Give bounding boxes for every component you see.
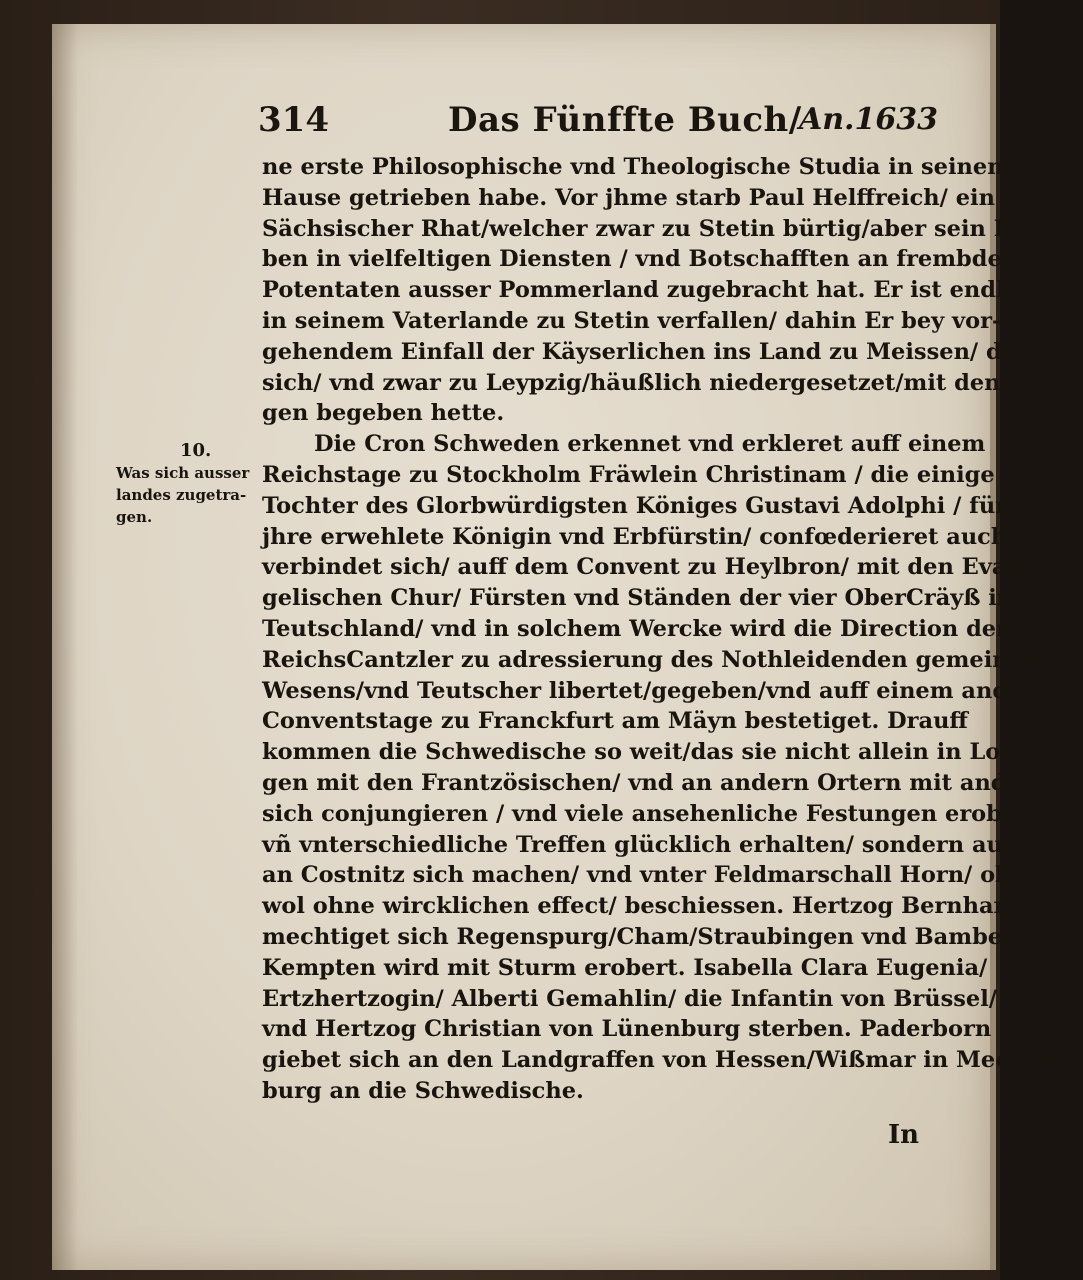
text-line: kommen die Schwedische so weit/das sie nicht allein in Lothrin- (262, 739, 1074, 766)
text-line: Reichstage zu Stockholm Fräwlein Christinam / die einige (262, 461, 995, 488)
text-line: in seinem Vaterlande zu Stetin verfallen/ dahin Er bey vor- (262, 307, 1002, 334)
margin-note-line: gen. (116, 508, 153, 526)
text-line: vnd Hertzog Christian von Lünenburg sterben. Paderborn er- (262, 1016, 1035, 1043)
text-line: ben in vielfeltigen Diensten / vnd Botschafften an frembde (262, 246, 1002, 273)
text-line: jhre erwehlete Königin vnd Erbfürstin/ confœderieret auch/vñ (262, 523, 1045, 550)
margin-note-number: 10. (180, 440, 212, 461)
text-line: wol ohne wircklichen effect/ beschiessen. Hertzog Bernhard be- (262, 893, 1069, 920)
text-line: gehendem Einfall der Käyserlichen ins Land zu Meissen/ da Er (262, 338, 1054, 365)
margin-note (116, 462, 264, 528)
page-gutter-shadow (52, 24, 78, 1270)
text-line: Wesens/vnd Teutscher libertet/gegeben/vnd auff einem andren (262, 677, 1051, 704)
margin-note-line: landes zugetra- (116, 486, 247, 504)
text-line: vñ vnterschiedliche Treffen glücklich erhalten/ sondern auch gar (262, 831, 1083, 858)
year-note: An.1633 (798, 102, 938, 137)
catchword: In (888, 1120, 920, 1150)
text-line: mechtiget sich Regenspurg/Cham/Straubingen vnd Bamberg. (262, 923, 1038, 950)
text-line: ne erste Philosophische vnd Theologische Studia in seinem (262, 154, 1012, 180)
text-line: gen begeben hette. (262, 400, 505, 427)
text-line: giebet sich an den Landgraffen von Hessen/Wißmar in Meckeln- (262, 1047, 1074, 1074)
text-line: Ertzhertzogin/ Alberti Gemahlin/ die Infantin von Brüssel/ (262, 985, 998, 1012)
text-line: verbindet sich/ auff dem Convent zu Heylbron/ mit den Evan- (262, 554, 1033, 581)
running-title: Das Fünffte Buch/ (448, 100, 802, 140)
text-line: burg an die Schwedische. (262, 1077, 584, 1104)
text-line: sich/ vnd zwar zu Leypzig/häußlich niedergesetzet/mit den seini- (262, 369, 1079, 396)
text-line: ReichsCantzler zu adressierung des Nothleidenden gemeinen (262, 646, 1040, 673)
text-line: sich conjungieren / vnd viele ansehenliche Festungen erobern/ (262, 800, 1053, 827)
paragraph-start-line: Die Cron Schweden erkennet vnd erkleret auff einem (314, 431, 986, 458)
page-number: 314 (258, 100, 329, 140)
text-line: gen mit den Frantzösischen/ vnd an andern Ortern mit andern (262, 769, 1050, 796)
body-text (262, 152, 1083, 1107)
text-line: gelischen Chur/ Fürsten vnd Ständen der vier OberCräyß in (262, 585, 1014, 612)
text-line: Potentaten ausser Pommerland zugebracht hat. Er ist endlich (262, 277, 1044, 304)
margin-note-line: Was sich ausser (116, 464, 250, 482)
text-line: Tochter des Glorbwürdigsten Königes Gustavi Adolphi / für (262, 492, 1008, 519)
text-line: Sächsischer Rhat/welcher zwar zu Stetin bürtig/aber sein Le- (262, 215, 1034, 242)
text-line: Teutschland/ vnd in solchem Wercke wird die Direction dem (262, 615, 1020, 642)
text-line: Hause getrieben habe. Vor jhme starb Paul Helffreich/ ein (262, 184, 995, 211)
text-line: an Costnitz sich machen/ vnd vnter Feldmarschall Horn/ ob (262, 862, 1011, 889)
text-line: Conventstage zu Franckfurt am Mäyn bestetiget. Drauff (262, 708, 968, 735)
text-line: Kempten wird mit Sturm erobert. Isabella Clara Eugenia/ (262, 954, 988, 981)
running-header (258, 98, 938, 148)
